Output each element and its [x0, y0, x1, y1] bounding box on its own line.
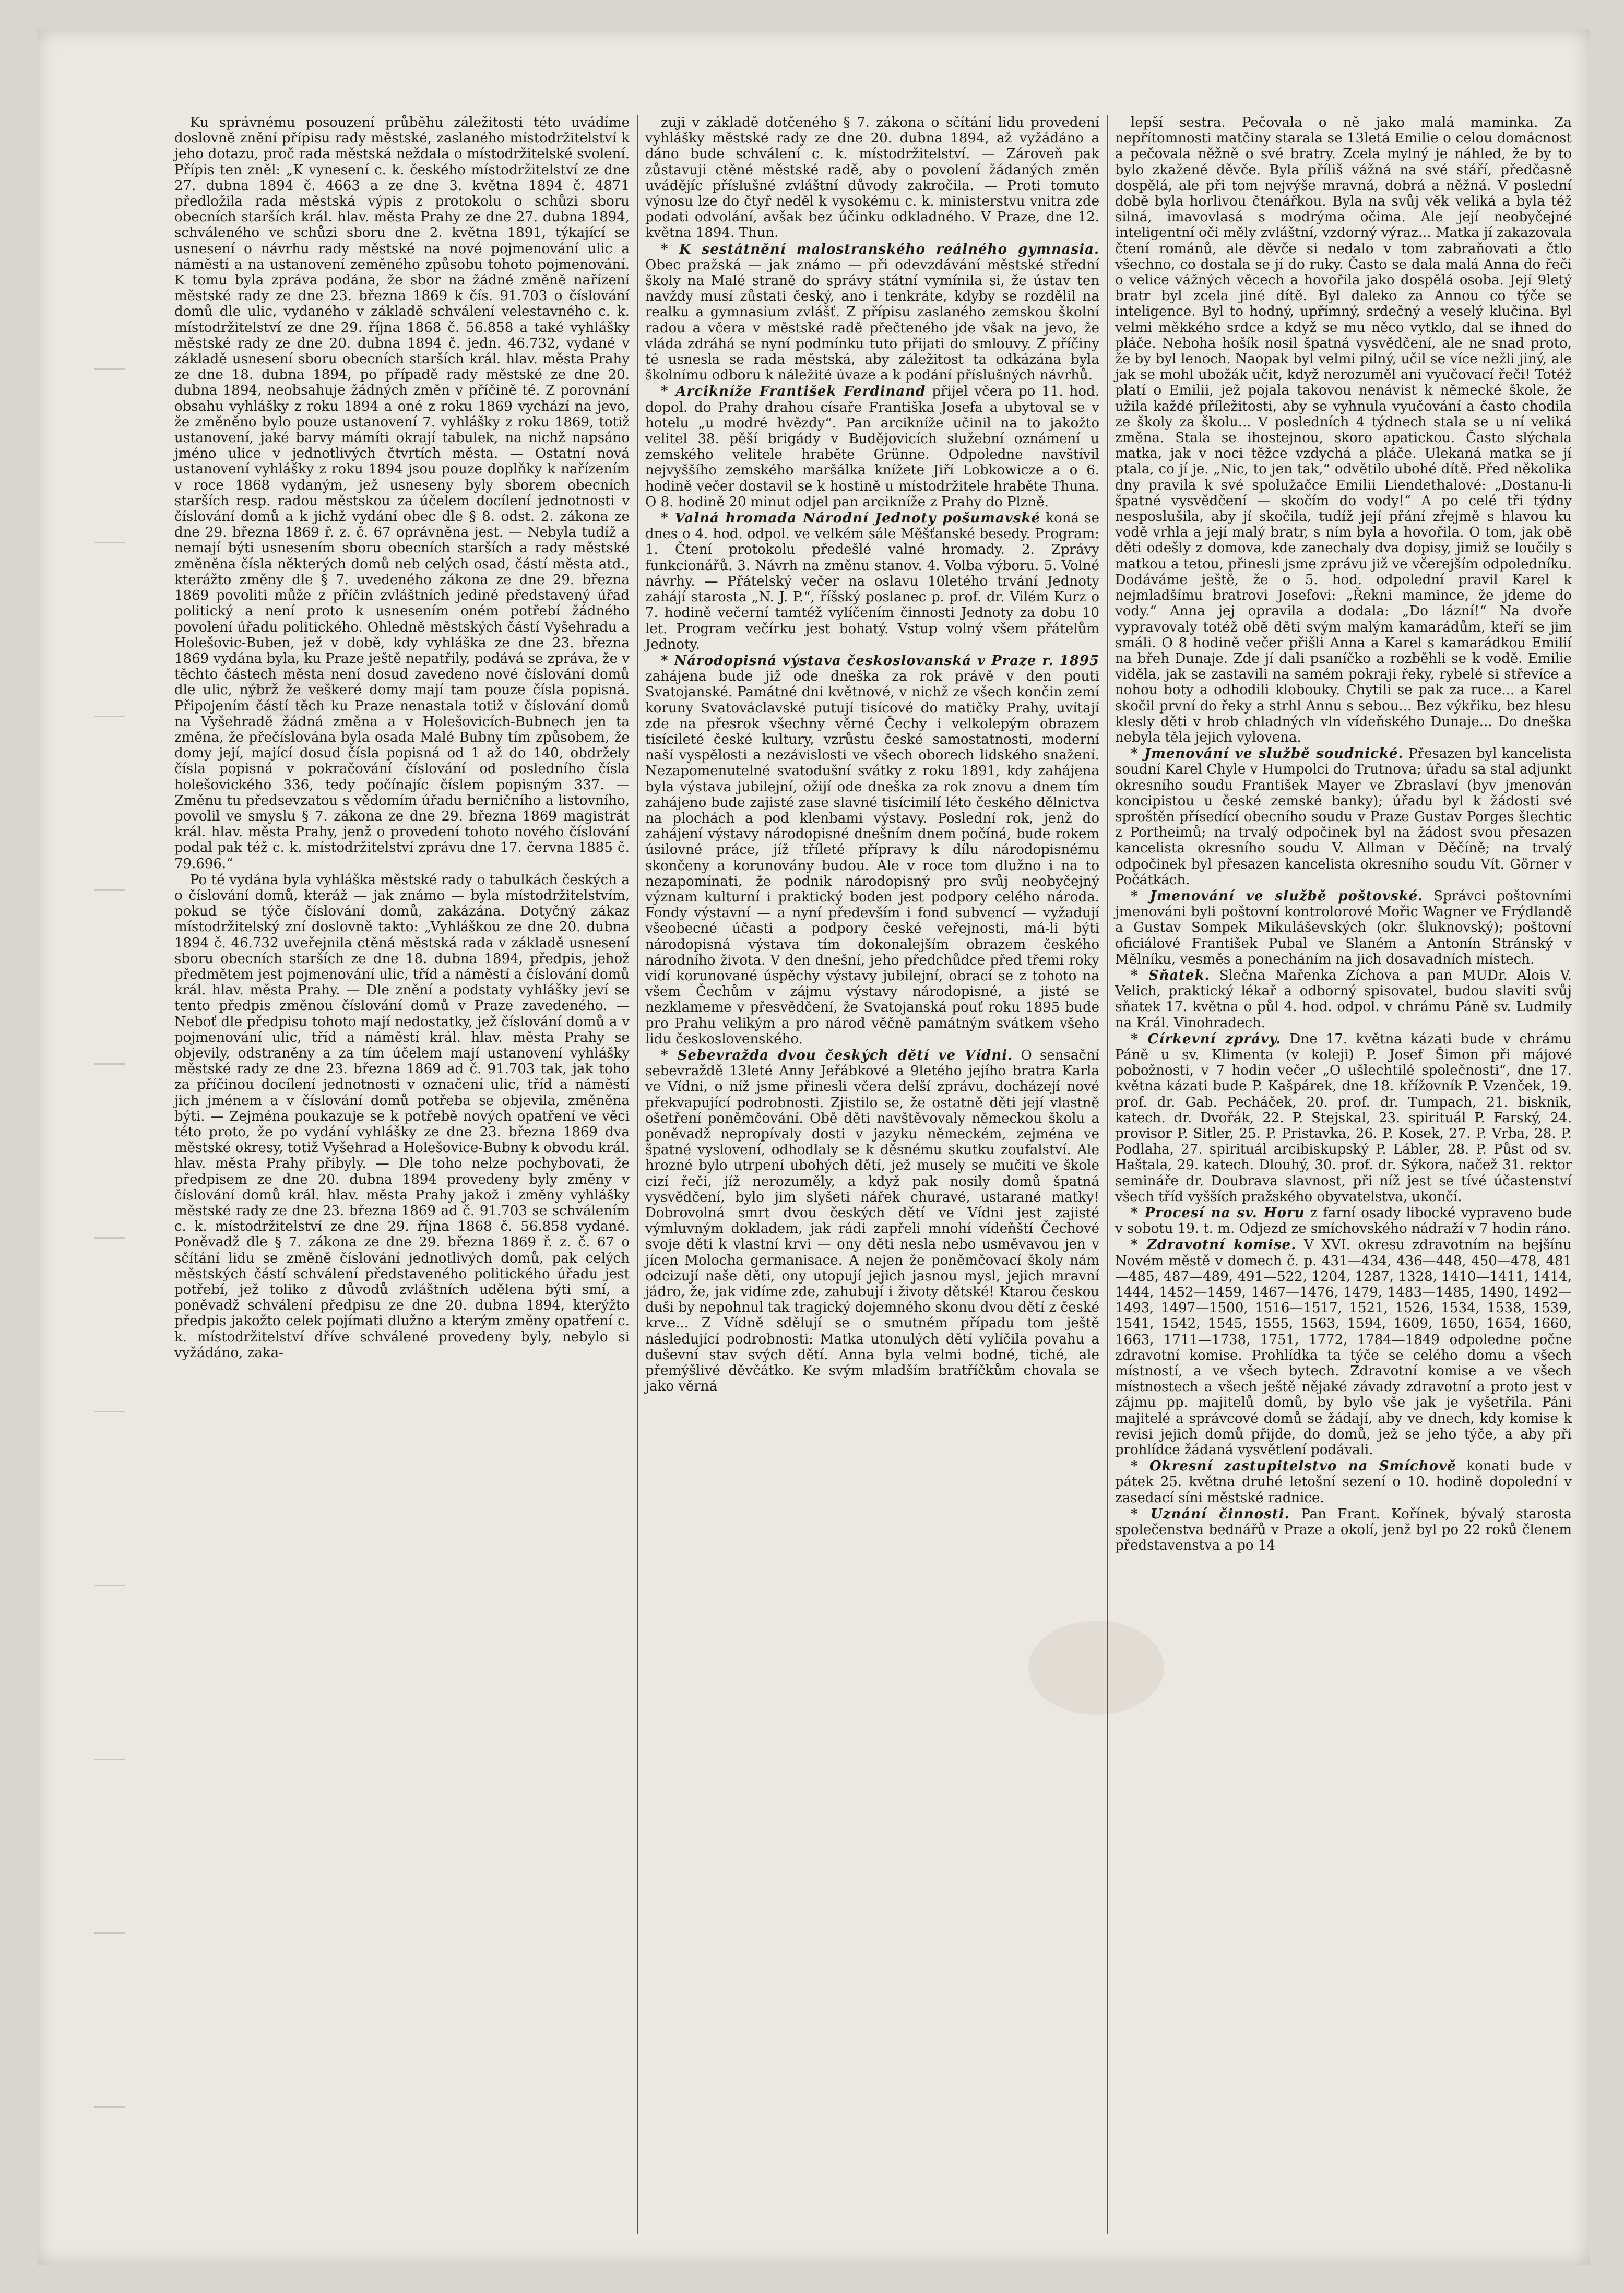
article-paragraph — [1115, 115, 1572, 745]
article-heading: * Sebevražda dvou českých dětí ve Vídni. — [661, 1047, 1013, 1063]
article-heading: * Jmenování ve službě poštovské. — [1131, 888, 1424, 904]
article-text: Slečna Mařenka Zíchova a pan MUDr. Alois V. Velich, praktický lékař a odborný spisovatel, budou slaviti svůj sňatek 17. května o půl 4. hod. odpol. v chrámu Páně sv. Ludmily na Král. Vinohradech. — [1115, 967, 1572, 1031]
article-heading: * Arcikníže František Ferdinand — [661, 384, 926, 400]
article-paragraph — [645, 384, 1099, 510]
article-paragraph — [1115, 746, 1572, 888]
article-paragraph — [1115, 1506, 1572, 1554]
article-paragraph — [1115, 968, 1572, 1031]
article-heading: * K sestátnění malostranského reálného gymnasia. — [661, 241, 1099, 257]
article-heading: * Církevní zprávy. — [1131, 1031, 1282, 1047]
article-paragraph — [1115, 888, 1572, 967]
article-text: Obec pražská — jak známo — při odevzdávání městské střední školy na Malé straně do správy státní vymínila si, že ústav ten navždy musí zůstati český, ano i tenkráte, kdyby se rozdělil na realku a gymnasium zvlášť. Z přípisu zaslaného zemskou školní radou a včera v městské radě přečteného jde však na jevo, že vláda zdráhá se nyní podmínku tuto přijati do smlouvy. Z příčiny té usnesla se rada městská, aby záležitost ta odkázána byla školnímu odboru k náležité úvaze a k podání příslušných návrhů. — [645, 257, 1099, 384]
article-heading: * Sňatek. — [1131, 967, 1210, 983]
article-text: Dne 17. května kázati bude v chrámu Páně u sv. Klimenta (v koleji) P. Josef Šimon při májové pobožnosti, v 7 hodin večer „O ušlechtilé společnosti“, dne 17. května kázati bude P. Kašpárek, dne 18. křížovník P. Vzenček, 19. prof. dr. Gab. Pecháček, 20. prof. dr. Tumpach, 21. bisknik, katech. dr. Dvořák, 22. P. Stejskal, 23. spirituál P. Farský, 24. provisor P. Sitler, 25. P. Pristavka, 26. P. Kosek, 27. P. Vrba, 28. P. Podlaha, 27. spirituál arcibiskupský P. Lábler, 28. P. Půst od sv. Haštala, 29. katech. Dlouhý, 30. prof. dr. Sýkora, načež 31. rektor semináře dr. Doubrava slavnost, při níž jest se tívé účastenství všech tříd vyšších pražského obyvatelstva, ukončí. — [1115, 1031, 1572, 1205]
article-text: z farní osady libocké vypraveno bude v sobotu 19. t. m. Odjezd ze smíchovského nádraží v 7 hodin ráno. — [1115, 1205, 1572, 1237]
text-columns — [167, 115, 1579, 2234]
article-heading: * Národopisná výstava českoslovanská v Praze r. 1895 — [661, 652, 1099, 669]
article-paragraph — [645, 510, 1099, 652]
article-text: koná se dnes o 4. hod. odpol. ve velkém sále Měšťanské besedy. Program: 1. Čtení protokolu předešlé valné hromady. 2. Zprávy funkcionářů. 3. Návrh na změnu stanov. 4. Volba výboru. 5. Volné návrhy. — Přátelský večer na oslavu 10letého trvání Jednoty zahájí starosta „N. J. P.“, říšský poslanec p. prof. dr. Vilém Kurz o 7. hodině večerní tamtéž vylíčením činnosti Jednoty za dobu 10 let. Program večírku jest bohatý. Vstup volný všem přátelům Jednoty. — [645, 510, 1100, 652]
article-paragraph — [1115, 1031, 1572, 1205]
article-text: konati bude v pátek 25. května druhé letošní sezení o 10. hodině dopolední v zasedací síni městské radnice. — [1115, 1458, 1572, 1506]
column-3 — [1107, 115, 1579, 2234]
article-paragraph — [645, 242, 1099, 384]
article-paragraph — [645, 115, 1099, 241]
article-text: Ku správnému posouzení průběhu záležitosti této uvádíme doslovně znění přípisu rady městské, zaslaného místodržitelství k jeho dotazu, proč rada městská neždala o místodržitelské svolení. Přípis ten zněl: „K vynesení c. k. českého místodržitelství ze dne 27. dubna 1894 č. 4663 a ze dne 3. května 1894 č. 4871 předložila rada městská výpis z protokolu o schůzi sboru obecních starších král. hlav. města Prahy ze dne 27. dubna 1894, schváleného ve schůzi sboru dne 2. května 1891, týkající se usnesení o návrhu rady městské na nové pojmenování ulic a náměstí a na ustanovení zeměného způsobu tohoto pojmenování. K tomu byla zpráva podána, že sbor na žádné změně nařízení městské rady ze dne 23. března 1869 k čís. 91.703 o číslování domů dle ulic, vydaného v základě schválení velestavného c. k. místodržitelství ze dne 29. října 1868 č. 56.858 a také vyhlášky městské rady ze dne 20. dubna 1894 č. jedn. 46.732, vydané v základě usnesení sboru obecních starších král. hlav. města Prahy ze dne 18. dubna 1894, po případě rady městské ze dne 20. dubna 1894, neobsahuje žádných změn v příčině té. Z porovnání obsahu vyhlášky z roku 1894 a oné z roku 1869 vychází na jevo, že změněno bylo pouze ustanovení 7. vyhlášky z roku 1869, totiž ustanovení, jaké barvy mámíti okrají tabulek, na nichž napsáno jméno ulice v jednotlivých čtvrtích města. — Ostatní nová ustanovení vyhlášky z roku 1894 jsou pouze doplňky k nařízením v roce 1868 vydaným, jež usneseny byly sborem obecních starších resp. radou městskou za účelem docílení jednotnosti v číslování domů a k jichž vydání obec dle § 8. odst. 2. zákona ze dne 29. března 1869 ř. z. č. 67 oprávněna jest. — Nebyla tudíž a nemají býti usnesením sboru obecních starších a rady městské změněna čísla některých domů neb celých osad, částí města atd., kterážto změny dle § 7. uvedeného zákona ze dne 29. března 1869 povoliti může z příčin zvláštních jediné představený úřad politický a není proto k usnesením oném potřebí žádného povolení úřadu politického. Ohledně městských částí Vyšehradu a Holešovic-Buben, jež v době, kdy vyhláška ze dne 23. března 1869 vydána byla, ku Praze ještě nepatřily, podává se zpráva, že v těchto částech města není dosud zavedeno nové číslování domů dle ulic, nýbrž že veškeré domy mají tam pouze čísla popisná. Připojením částí těch ku Praze nenastala totiž v číslování domů na Vyšehradě žádná změna a v Holešovicích-Bubnech jen ta změna, že přečíslována byla osada Malé Bubny tím způsobem, že domy její, mající dosud čísla popisná od 1 až do 140, obdržely čísla popisná v pokračování číslování od posledního čísla holešovického 336, tedy počínajíc číslem popisným 337. — Změnu tu předsevzatou s vědomím úřadu berničního a listovního, povolil ve smyslu § 7. zákona ze dne 29. března 1869 magistrát král. hlav. města Prahy, jenž o provedení tohoto nového číslování podal pak též c. k. místodržitelství zprávu dne 17. června 1885 č. 79.696.“ — [174, 115, 630, 872]
column-2 — [637, 115, 1107, 2234]
article-paragraph — [1115, 1205, 1572, 1237]
newspaper-page — [37, 29, 1590, 2265]
article-text: zuji v základě dotčeného § 7. zákona o sčítání lidu provedení vyhlášky městské rady ze dne 20. dubna 1894, až vyžádáno a dáno bude schválení c. k. místodržitelství. — Zároveň pak zůstavuji ctěné městské radě, aby o povolení žádaných změn uvádějíc příslušné zvláštní důvody zakročila. — Proti tomuto výnosu lze do čtyř neděl k vysokému c. k. ministerstvu vnitra zde podati odvolání, avšak bez účinku odkladného. V Praze, dne 12. května 1894. Thun. — [645, 115, 1099, 241]
article-text: Přesazen byl kancelista soudní Karel Chyle v Humpolci do Trutnova; úřadu sa stal adjunkt okresního soudu František Mayer ve Zbraslaví (byv jmenován koncipistou u české zemské banky); úřadu byl k žádosti své sproštěn přísedící obecního soudu v Praze Gustav Porges šlechtic z Portheimů; na trvalý odpočinek byl na žádost svou přesazen kancelista okresního soudu V. Allman v Děčíně; na trvalý odpočinek byl přesazen kancelista okresního soudu Vít. Görner v Počátkách. — [1115, 746, 1572, 888]
article-paragraph — [174, 115, 630, 872]
article-heading: * Zdravotní komise. — [1131, 1237, 1297, 1253]
article-paragraph — [1115, 1458, 1572, 1506]
article-heading: * Jmenování ve službě soudnické. — [1131, 746, 1404, 762]
article-text: zahájena bude již ode dneška za rok právě v den pouti Svatojanské. Památné dni květnové, v nichž ze všech končin zemí koruny Svatováclavské putují tisícové do matičky Prahy, uvítají zde na přesrok všechny věrné Čechy i velkolepým obrazem tisícileté české kultury, vzrůstu české samostatnosti, moderní naší vyspělosti a nezávislosti ve všech oborech lidského snažení. Nezapomenutelné svatodušní svátky z roku 1891, kdy zahájena byla výstava jubilejní, ožijí ode dneška za rok znovu a dnem tím zahájeno bude zajisté zase slavné tisícimilí léto českého dělnictva na plochách a pod klenbami výstavy. Poslední rok, jenž do zahájení výstavy národopisné dnešním dnem počíná, bude rokem úsilovné práce, jíž tříleté přípravy k dílu národopisnému skončeny a korunovány budou. Ale v roce tom dlužno i na to nezapomínati, že podnik národopisný pro svůj neobyčejný význam kulturní i praktický boden jest podpory celého národa. Fondy výstavní — a nyní především i fond subvencí — vyžadují všeobecné účasti a podpory české veřejnosti, má-li býti národopisná výstava tím dokonalejším obrazem českého národního života. V den dnešní, jeho předchůdce před třemi roky vidí korunované úspěchy výstavy jubilejní, obrací se z tohoto na všem Čechům v zájmu výstavy národopisné, a jisté se nezklameme v přesvědčení, že Svatojanská pouť roku 1895 bude pro Prahu velikým a pro národ věčně památným svátkem všeho lidu československého. — [645, 669, 1099, 1047]
article-paragraph — [645, 653, 1099, 1047]
article-paragraph — [645, 1048, 1099, 1394]
article-text: Po té vydána byla vyhláška městské rady o tabulkách českých a o číslování domů, kteráž — jak známo — byla místodržitelstvím, pokud se týče číslování domů, zakázána. Dotyčný zákaz místodržitelský zní doslovně takto: „Vyhláškou ze dne 20. dubna 1894 č. 46.732 uveřejnila ctěná městská rada v základě usnesení sboru obecních starších ze dne 18. dubna 1894, předpis, jehož předmětem jest pojmenování ulic, tříd a náměstí a číslování domů král. hlav. města Prahy. — Dle znění a podstaty vyhlášky jeví se tento předpis změnou číslování domů v Praze zavedeného. — Neboť dle předpisu tohoto mají nedostatky, jež číslování domů a v pojmenování ulic, tříd a náměstí král. hlav. města Prahy se objevily, odstraněny a za tím účelem mají ustanovení vyhlášky městské rady ze dne 23. března 1869 ad č. 91.703 tak, jak toho za příčinou docílení jednotnosti v označení ulic, tříd a náměstí jich jménem a v číslování domů potřeba se objevila, změněna býti. — Zejména poukazuje se k potřebě nových opatření ve věci této proto, že po vydání vyhlášky ze dne 23. března 1869 dva městské okresy, totiž Vyšehrad a Holešovice-Bubny k obvodu král. hlav. města Prahy přibyly. — Dle toho nelze pochybovati, že předpisem ze dne 20. dubna 1894 provedeny byly změny v číslování domů král. hlav. města Prahy jakož i změny vyhlášky městské rady ze dne 23. března 1869 ad č. 91.703 se schválením c. k. místodržitelství ze dne 29. října 1868 č. 56.858 vydané. Poněvadž dle § 7. zákona ze dne 29. března 1869 ř. z. č. 67 o sčítání lidu se změně číslování jednotlivých domů, pak celých městských částí schválení představeného politického úřadu jest potřebí, jež toliko z důvodů zvláštních udělena býti smí, a poněvadž schválení předpisu ze dne 20. dubna 1894, kterýžto předpis jakožto celek pojímati dlužno a kterým změny opatření c. k. místodržitelství dříve schválené provedeny byly, nebylo si vyžádáno, zaka- — [174, 872, 630, 1361]
article-heading: * Okresní zastupitelstvo na Smíchově — [1131, 1458, 1456, 1475]
article-text: Správci poštovními jmenováni byli poštovní kontrolorové Mořic Wagner ve Frýdlandě a Gustav Sompek Mikuláševských (okr. šluknovský); poštovní oficiálové František Pubal ve Slaném a Antonín Stránský v Mělníku, vesměs a ponecháním na jich dosavadních místech. — [1115, 888, 1572, 967]
column-1 — [167, 115, 637, 2234]
article-heading: * Uznání činnosti. — [1131, 1506, 1290, 1522]
article-text: lepší sestra. Pečovala o ně jako malá maminka. Za nepřítomnosti matčiny starala se 13letá Emilie o celou domácnost a pečovala něžně o své bratry. Zcela mylný je náhled, že by to bylo zkažené děvče. Byla příliš vážná na své stáří, předčasně dospělá, ale při tom nejvýše mravná, dobrá a něžná. V poslední době byla horlivou čtenářkou. Byla na svůj věk veliká a byla též silná, imavovlasá s modrýma očima. Ale její neobyčejné inteligentní oči měly zvláštní, vzdorný výraz... Matka jí zakazovala čtení románů, ale děvče si nedalo v tom zabraňovati a čtlo všechno, co dostala se jí do ruky. Často se dala malá Anna do řeči o velice vážných věcech a hovořila jako dospělá osoba. Její 9letý bratr byl zcela jiné dítě. Byl daleko za Annou co týče se inteligence. Byl to hodný, upřímný, srdečný a veselý klučina. Byl velmi měkkého srdce a když se mu něco vytklo, dal se ihned do pláče. Neboha hošík nosil špatná vysvědčení, ale ne snad proto, že by byl lenoch. Naopak byl velmi pilný, učil se více nežli jiný, ale jak se mohl ubožák učit, když nerozuměl ani vyučovací řeči! Totéž platí o Emilii, jež pojala takovou nenávist k německé škole, že užila každé příležitosti, aby se vyhnula vyučování a často chodila ze školy za školu... V posledních 4 týdnech stala se u ní veliká změna. Stala se ihostejnou, skoro apatickou. Často slýchala matka, jak v noci těžce vzdychá a pláče. Ulekaná matka se jí ptala, co jí je. „Nic, to jen tak,“ odvětilo ubohé dítě. Před několika dny pravila k své spolužačce Emilii Liendethalové: „Dostanu-li špatné vysvědčení — skočím do vody!“ A po celé tři týdny nesposlušila, aby jí skočila, tudíž její přání zřejmě s hlavou ku vodě vrhla a její malý bratr, s ním byla a hovořila. O tom, jak obě děti odešly z domova, kde zanechaly dva dopisy, jimiž se loučily s matkou a tetou, přinesli jsme zprávu již ve včerejším odpoledníku. Dodáváme ještě, že o 5. hod. odpolední pravil Karel k nejmladšímu bratrovi Josefovi: „Řekni mamince, že jdeme do vody.“ Anna jej opravila a dodala: „Do lázní!“ Na dvoře vypravovaly totéž obě děti svým malým kamarádům, kteří se jim smáli. O 8 hodině večer přišli Anna a Karel s kamarádkou Emilií na břeh Dunaje. Zde jí dali psaníčko a rozběhli se k vodě. Emilie viděla, jak se zastavili na samém pokraji řeky, rybelé si střevíce a nohou boty a odhodili klobouky. Chytili se pak za ruce... a Karel skočil první do řeky a strhl Annu s sebou... Bez výkřiku, bez hlesu klesly děti v hrob chladných vln vídeňského Dunaje... Do dneška nebyla těla jejich vylovena. — [1115, 115, 1572, 745]
article-paragraph — [1115, 1237, 1572, 1458]
article-heading: * Valná hromada Národní Jednoty pošumavské — [661, 510, 1041, 527]
article-text: O sensační sebevraždě 13leté Anny Jeřábkové a 9letého jejího bratra Karla ve Vídni, o níž jsme přinesli včera delší zprávu, docházejí nové překvapující podrobnosti. Zjistilo se, že ostatně děti její vlastně ošetření poněmčování. Obě děti navštěvovaly německou školu a poněvadž nepropívaly dosti v jazyku německém, zejména ve špatné vyslovení, odhodlaly se k děsnému skutku zoufalství. Ale hrozné bylo utrpení ubohých dětí, jež musely se mučiti ve škole cizí řeči, jíž nerozuměly, a když pak nosily domů špatná vysvědčení, bylo jim slyšeti nářek churavé, ustarané matky! Dobrovolná smrt dvou českých dětí ve Vídni jest zajisté výmluvným dokladem, jak rádi zapřeli mnohí vídeňští Čechové svoje děti k vlastní krvi — ony děti nesla nebo usměvavou jen v jícen Molocha germanisace. A nejen že poněmčovací školy nám odcizují naše děti, ony utopují jejich jasnou mysl, jejich mravní jádro, že, jak vidíme zde, zahubují i životy dětské! Ktarou českou duši by nepohnul tak tragický dojemného skonu dvou dětí z české krve... Z Vídně sdělují se o smutném případu tom ještě následující podrobnosti: Matka utonulých dětí vylíčila povahu a duševní stav svých dětí. Anna byla velmi bodné, tiché, ale přemýšlivé děvčátko. Ke svým mladším bratříčkům chovala se jako věrná — [645, 1047, 1100, 1395]
article-heading: * Procesí na sv. Horu — [1131, 1205, 1305, 1221]
article-text: Pan Frant. Kořínek, bývalý starosta společenstva bednářů v Praze a okolí, jenž byl po 22 roků členem představenstva a po 14 — [1115, 1506, 1572, 1554]
binding-margin — [94, 196, 125, 2127]
article-text: V XVI. okresu zdravotním na bejšínu Novém městě v domech č. p. 431—434, 436—448, 450—478, 481—485, 487—489, 491—522, 1204, 1287, 1328, 1410—1411, 1414, 1444, 1452—1459, 1467—1476, 1479, 1483—1485, 1490, 1492—1493, 1497—1500, 1516—1517, 1521, 1526, 1534, 1538, 1539, 1541, 1542, 1545, 1555, 1563, 1594, 1609, 1650, 1654, 1660, 1663, 1711—1738, 1751, 1772, 1784—1849 odpoledne počne zdravotní komise. Prohlídka ta týče se celého domu a všech místností, a ve všech bytech. Zdravotní komise a ve všech místnostech a všech ještě nějaké závady zdravotní a proto jest v zájmu pp. majitelů domů, by bylo vše jak je vyšetřila. Páni majitelé a správcové domů se žádají, aby ve dnech, kdy komise k revisi jejich domů přijde, do domů, jež se jeho týče, a aby při prohlídce žádaná vysvětlení podávali. — [1115, 1237, 1572, 1458]
article-paragraph — [174, 872, 630, 1361]
article-text: přijel včera po 11. hod. dopol. do Prahy drahou císaře Františka Josefa a ubytoval se v hotelu „u modré hvězdy“. Pan arcikníže učinil na to jakožto velitel 38. pěší brigády v Budějovicích služební oznámení u zemského velitele hraběte Grünne. Odpoledne navštívil nejvyššího zemského maršálka knížete Jiří Lobkowicze a o 6. hodině večer dostavil se k hostině u místodržitele hraběte Thuna. O 8. hodině 20 minut odjel pan arcikníže z Prahy do Plzně. — [645, 384, 1099, 510]
